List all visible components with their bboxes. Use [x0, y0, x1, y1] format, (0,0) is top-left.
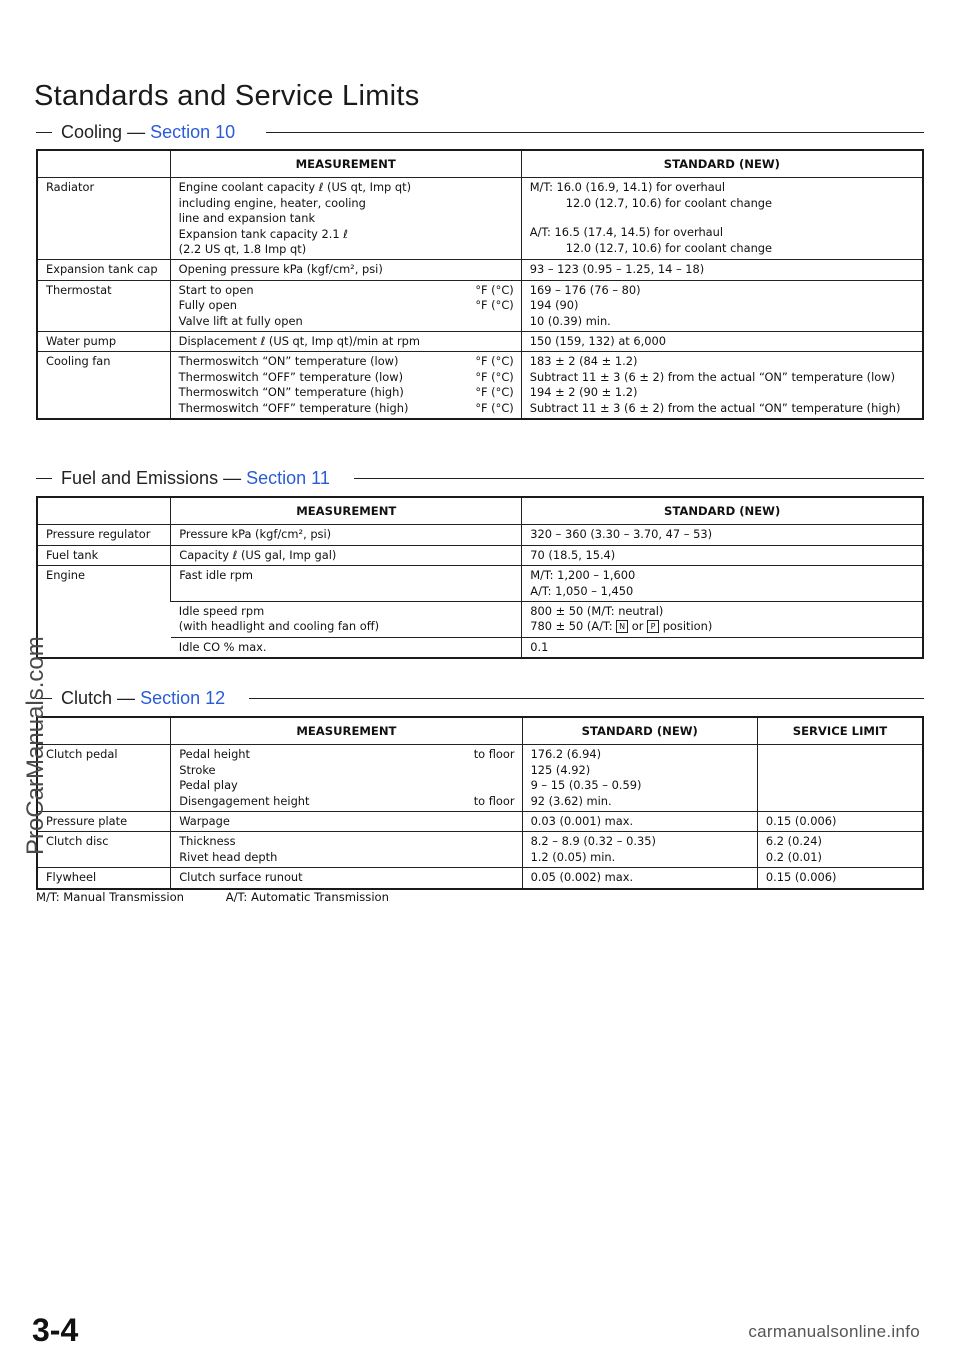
site-watermark: carmanualsonline.info — [748, 1322, 920, 1341]
cooling-title: Cooling — [61, 122, 123, 142]
table-row: Radiator Engine coolant capacity ℓ (US qt, Imp qt) including engine, heater, cooling line and expansion tank Expansion tank capacity 2.1 ℓ (2.2 US qt, 1.8 Imp qt) M/T: 16.0 (16.9, 14.1) for overhaul 12.0 (12.7, 10.6) for coolant change A/T: 16.5 (17.4, 14.5) for overhaul 12.0 (12.7, 10.6) for coolant change — [37, 178, 923, 260]
fuel-section-link[interactable]: Section 11 — [246, 468, 330, 488]
clutch-section-header: Clutch — Section 12 — [36, 687, 924, 709]
fuel-title: Fuel and Emissions — [61, 468, 219, 488]
table-row: Pressure regulator Pressure kPa (kgf/cm², psi) 320 – 360 (3.30 – 3.70, 47 – 53) — [37, 525, 923, 545]
park-box: P — [647, 620, 659, 633]
footnote: M/T: Manual Transmission A/T: Automatic Transmission — [36, 890, 389, 904]
table-row: Idle speed rpm (with headlight and cooling fan off) 800 ± 50 (M/T: neutral) 780 ± 50 (A/T: N or P position) — [37, 602, 923, 638]
col-standard: STANDARD (NEW) — [521, 150, 923, 178]
table-row: Thermostat Start to open °F (°C) Fully open °F (°C) Valve lift at fully open 169 – 176 (76 – 80) 194 (90) 10 (0.39) min. — [37, 280, 923, 331]
clutch-section-link[interactable]: Section 12 — [140, 688, 226, 708]
cooling-section-header: Cooling — Section 10 — [36, 121, 924, 143]
table-row: Water pump Displacement ℓ (US qt, Imp qt)/min at rpm 150 (159, 132) at 6,000 — [37, 332, 923, 352]
neutral-box: N — [616, 620, 628, 633]
col-measurement: MEASUREMENT — [171, 717, 522, 745]
table-row: Expansion tank cap Opening pressure kPa (kgf/cm², psi) 93 – 123 (0.95 – 1.25, 14 – 18) — [37, 260, 923, 280]
col-standard: STANDARD (NEW) — [522, 497, 923, 525]
table-row: Clutch disc Thickness Rivet head depth 8.2 – 8.9 (0.32 – 0.35) 1.2 (0.05) min. 6.2 (0.24) 0.2 (0.01) — [37, 832, 923, 868]
fuel-section-header: Fuel and Emissions — Section 11 — [36, 467, 924, 489]
table-row: Cooling fan Thermoswitch “ON” temperature (low) °F (°C) Thermoswitch “OFF” temperature (low) °F (°C) Thermoswitch “ON” temperature (high) °F (°C) Thermoswitch “OFF” temperature (high) °F (°C) 183 ± 2 (84 ± 1.2) Subtract 11 ± 3 (6 ± 2) from the actual “ON” temperature (low) 194 ± 2 (90 ± 1.2) Subtract 11 ± 3 (6 ± 2) from the actual “ON” temperature (high) — [37, 352, 923, 419]
clutch-table — [36, 716, 924, 890]
table-row: Engine Fast idle rpm M/T: 1,200 – 1,600 A/T: 1,050 – 1,450 — [37, 566, 923, 602]
col-measurement: MEASUREMENT — [170, 150, 521, 178]
watermark: ProCarManuals.com — [22, 636, 49, 855]
col-measurement: MEASUREMENT — [171, 497, 522, 525]
col-service-limit: SERVICE LIMIT — [757, 717, 923, 745]
page-title: Standards and Service Limits — [34, 80, 420, 112]
table-row: Idle CO % max. 0.1 — [37, 637, 923, 658]
table-row: Flywheel Clutch surface runout 0.05 (0.002) max. 0.15 (0.006) — [37, 868, 923, 889]
cooling-table — [36, 149, 924, 420]
table-row: Pressure plate Warpage 0.03 (0.001) max. 0.15 (0.006) — [37, 812, 923, 832]
page-number: 3-4 — [32, 1312, 79, 1348]
clutch-title: Clutch — [61, 688, 113, 708]
col-standard: STANDARD (NEW) — [522, 717, 757, 745]
fuel-table — [36, 496, 924, 659]
table-row: Clutch pedal Pedal height to floor Stroke Pedal play Disengagement height to floor 176.2 (6.94) 125 (4.92) 9 – 15 (0.35 – 0.59) 92 (3.62) min. — [37, 745, 923, 812]
cooling-section-link[interactable]: Section 10 — [150, 122, 236, 142]
table-row: Fuel tank Capacity ℓ (US gal, Imp gal) 70 (18.5, 15.4) — [37, 545, 923, 565]
